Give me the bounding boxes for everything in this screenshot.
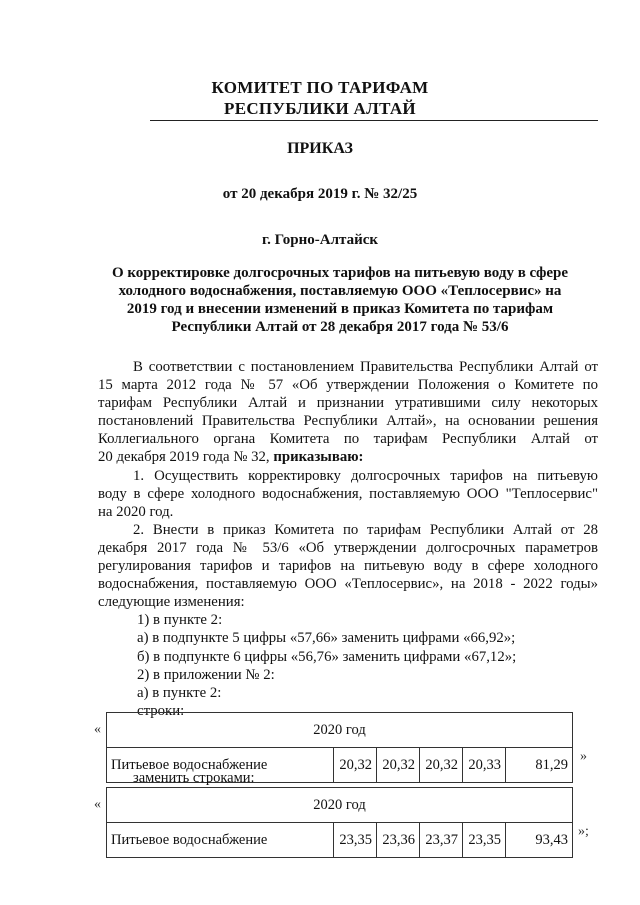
sub-item-2a: а) в пункте 2: [137, 684, 222, 701]
close-quote-new: »; [578, 824, 589, 839]
sub-item-1a: а) в подпункте 5 цифры «57,66» заменить цифрами «66,92»; [137, 630, 516, 647]
document-type: ПРИКАЗ [287, 140, 353, 157]
item2-line: водоснабжения, поставляемую ООО «Теплосервис», на 2018 - 2022 годы» [98, 576, 598, 593]
subject-line: 2019 год и внесении изменений в приказ Комитета по тарифам [126, 301, 554, 317]
preamble-line: Коллегиального органа Комитета по тарифам Республики Алтай от [98, 431, 598, 448]
item2-line: декабря 2017 года № 53/6 «Об утверждении долгосрочных параметров [98, 539, 598, 556]
row-label: Питьевое водоснабжение [107, 823, 334, 858]
open-quote-new: « [94, 797, 101, 812]
table-row [107, 713, 573, 748]
org-title-line2: РЕСПУБЛИКИ АЛТАЙ [224, 99, 416, 118]
replace-caption: заменить строками: [133, 770, 255, 786]
header-divider [150, 120, 598, 121]
year-header: 2020 год [107, 788, 573, 823]
rows-word: строки: [137, 702, 185, 719]
year-header: 2020 год [107, 713, 573, 748]
preamble-line: постановлений Правительства Республики Алтай», на основании решения [98, 413, 598, 430]
decree-word: приказываю: [273, 449, 364, 466]
item1-line: воду в сфере холодного водоснабжения, поставляемую ООО "Теплосервис" [98, 485, 598, 502]
table-cell: 23,37 [420, 823, 463, 858]
item1-line: 1. Осуществить корректировку долгосрочных тарифов на питьевую [133, 467, 598, 484]
subject-line: О корректировке долгосрочных тарифов на питьевую воду в сфере [111, 265, 569, 281]
table-cell: 20,32 [377, 748, 420, 783]
sub-item-1b: б) в подпункте 6 цифры «56,76» заменить цифрами «67,12»; [137, 648, 517, 665]
org-title-line1: КОМИТЕТ ПО ТАРИФАМ [211, 78, 429, 97]
new-tariff-table [106, 787, 573, 858]
document-subject [95, 264, 585, 336]
row-label: Питьевое водоснабжение [107, 748, 334, 783]
item2-last-line: следующие изменения: [98, 594, 245, 611]
preamble-last-line [98, 448, 598, 466]
preamble-line: В соответствии с постановлением Правительства Республики Алтай от [133, 359, 598, 375]
close-quote-old: » [580, 749, 587, 764]
open-quote-old: « [94, 722, 101, 737]
sub-item-1: 1) в пункте 2: [137, 612, 223, 629]
table-cell: 81,29 [506, 748, 573, 783]
table-cell: 20,33 [463, 748, 506, 783]
table-cell: 93,43 [506, 823, 573, 858]
table-cell: 23,36 [377, 823, 420, 858]
document-city: г. Горно-Алтайск [261, 232, 379, 248]
document-date-number: от 20 декабря 2019 г. № 32/25 [222, 186, 418, 202]
preamble-line: 15 марта 2012 года № 57 «Об утверждении Положения о Комитете по [98, 377, 598, 394]
item1-last-line: на 2020 год. [98, 503, 174, 520]
preamble-line: тарифам Республики Алтай и признании утратившими силу некоторых [98, 395, 598, 412]
sub-item-2: 2) в приложении № 2: [137, 666, 275, 683]
table-cell: 20,32 [334, 748, 377, 783]
preamble-tail: 20 декабря 2019 года № 32, [98, 449, 270, 466]
table-cell: 23,35 [463, 823, 506, 858]
item2-line: регулирования тарифов и тарифов на питьевую воду в сфере холодного [98, 558, 598, 575]
table-row [107, 823, 573, 858]
item2-line: 2. Внести в приказ Комитета по тарифам Республики Алтай от 28 [133, 521, 598, 538]
document-body [98, 358, 598, 720]
subject-line: Республики Алтай от 28 декабря 2017 года № 53/6 [171, 319, 509, 335]
table-row [107, 788, 573, 823]
table-cell: 20,32 [420, 748, 463, 783]
subject-line: холодного водоснабжения, поставляемую ООО «Теплосервис» на [118, 283, 562, 299]
table-cell: 23,35 [334, 823, 377, 858]
